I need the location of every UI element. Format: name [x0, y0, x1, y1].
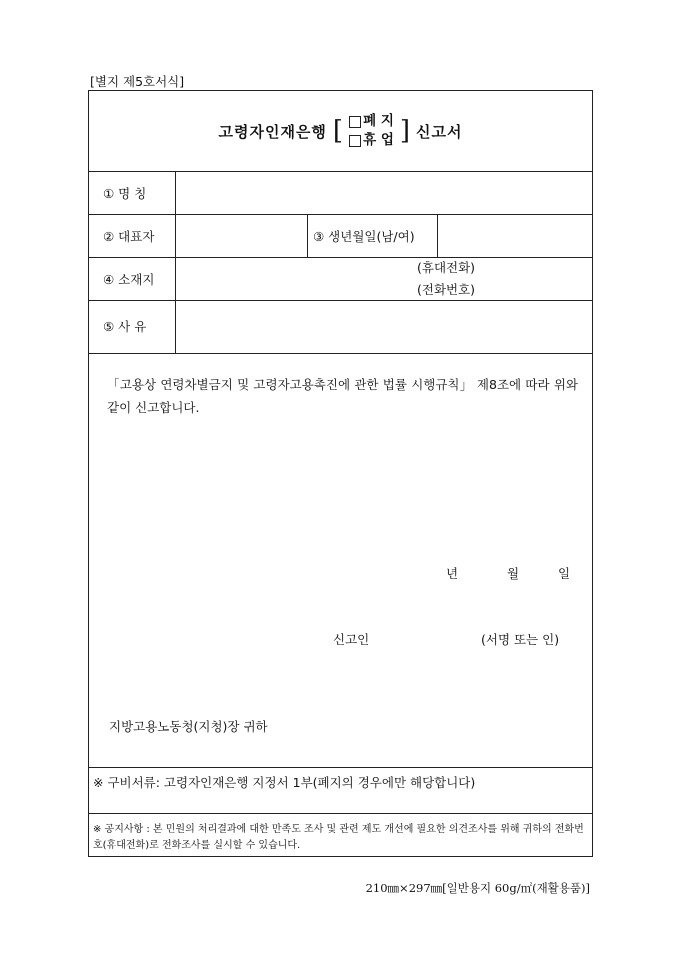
- name-label: ① 명 칭: [103, 186, 147, 201]
- mobile-phone-label: (휴대전화): [417, 260, 476, 275]
- title-options: [349, 112, 394, 150]
- required-documents: ※ 구비서류: 고령자인재은행 지정서 1부(폐지의 경우에만 해당합니다): [93, 775, 476, 790]
- closure-checkbox[interactable]: [349, 116, 361, 128]
- title-prefix: 고령자인재은행: [218, 122, 327, 141]
- option-suspension-label: 휴 업: [363, 132, 394, 148]
- phone-number-label: (전화번호): [417, 282, 476, 297]
- address-input[interactable]: [176, 258, 412, 300]
- reason-input[interactable]: [176, 301, 592, 353]
- addressee: 지방고용노동청(지청)장 귀하: [109, 719, 268, 734]
- paper-spec: 210㎜×297㎜[일반용지 60g/㎡(재활용품)]: [365, 881, 590, 895]
- form-number-label: [별지 제5호서식]: [90, 74, 185, 89]
- date-year-label: 년: [446, 566, 459, 581]
- divider: [89, 767, 592, 768]
- option-closure-label: 폐 지: [363, 113, 394, 129]
- representative-input[interactable]: [176, 215, 306, 257]
- option-closure[interactable]: [349, 112, 394, 131]
- privacy-notice: ※ 공지사항 : 본 민원의 처리결과에 대한 만족도 조사 및 관련 제도 개선에 필요한 의견조사를 위해 귀하의 전화번호(휴대전화)로 전화조사를 실시할 수 있습니다.: [93, 824, 584, 851]
- divider: [89, 813, 592, 814]
- representative-label: ② 대표자: [103, 229, 155, 244]
- address-label: ④ 소재지: [103, 272, 155, 287]
- reporter-label: 신고인: [333, 632, 370, 647]
- title-bracket-close: ]: [399, 116, 411, 146]
- birthdate-label: ③ 생년월일(남/여): [313, 229, 415, 244]
- reason-label: ⑤ 사 유: [103, 319, 147, 334]
- option-suspension[interactable]: [349, 131, 394, 150]
- report-form: [88, 90, 593, 857]
- name-input[interactable]: [176, 172, 592, 214]
- column-divider: [307, 214, 308, 257]
- declaration-statement: 「고용상 연령차별금지 및 고령자고용촉진에 관한 법률 시행규칙」 제8조에 따라 위와 같이 신고합니다.: [107, 377, 578, 415]
- date-day-label: 일: [558, 566, 571, 581]
- birthdate-input[interactable]: [438, 215, 592, 257]
- suspension-checkbox[interactable]: [349, 135, 361, 147]
- title-bracket-open: [: [332, 116, 344, 146]
- title-suffix: 신고서: [416, 122, 463, 141]
- divider: [89, 353, 592, 354]
- form-title: [89, 91, 592, 171]
- signature-label: (서명 또는 인): [481, 632, 560, 647]
- date-month-label: 월: [507, 566, 520, 581]
